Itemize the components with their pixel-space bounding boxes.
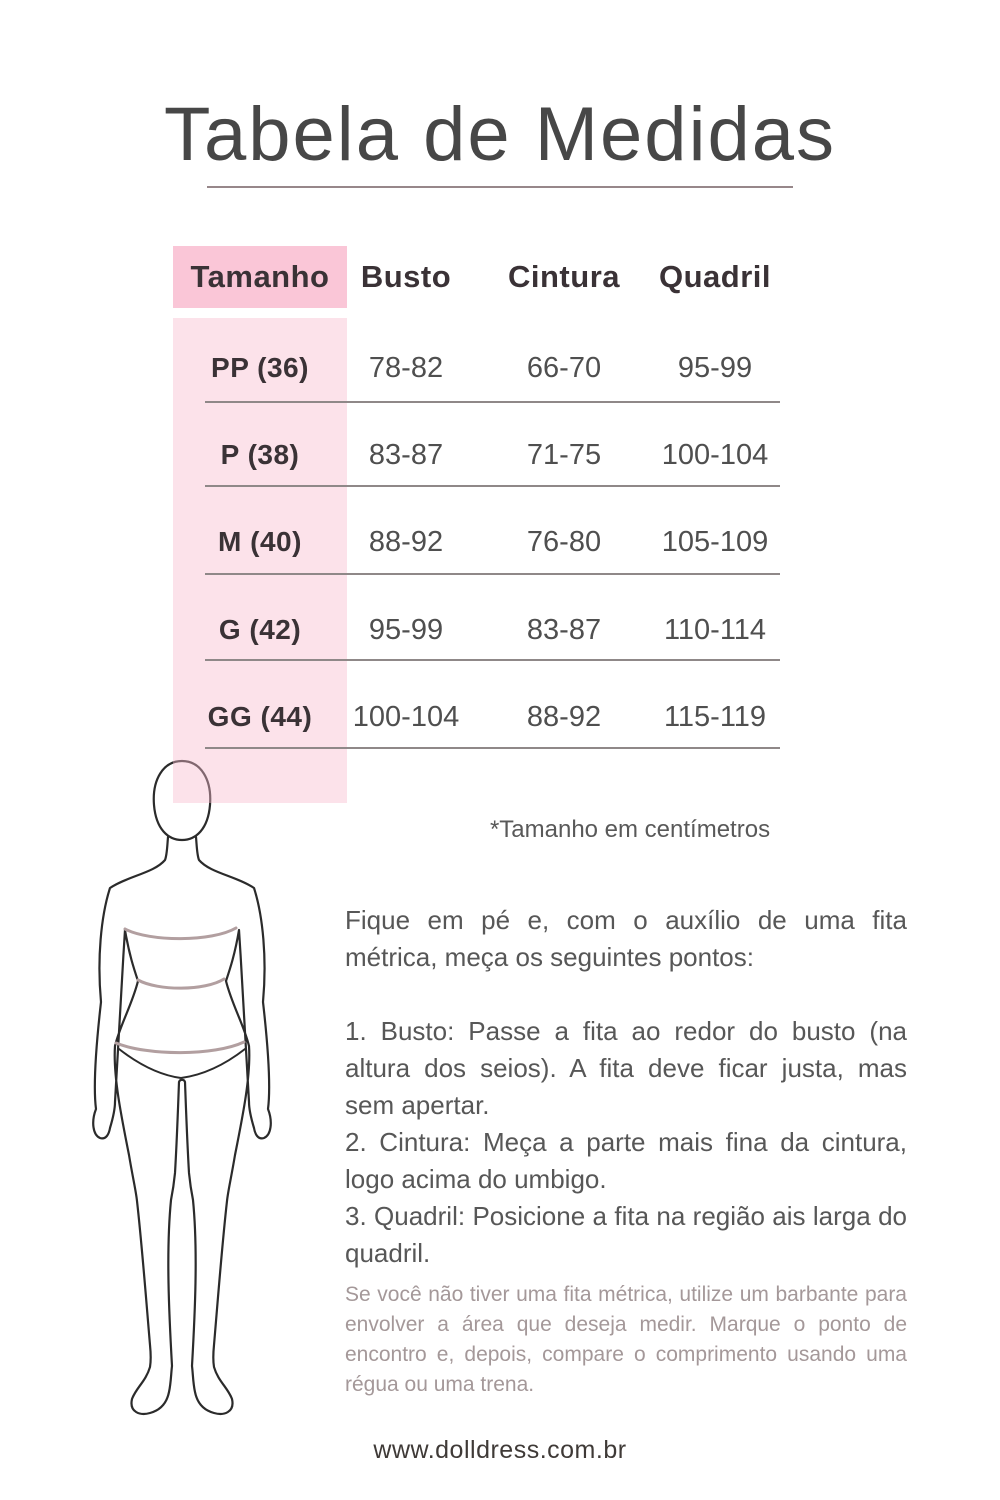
waist-value: 71-75	[526, 439, 602, 471]
waist-measure-line	[138, 979, 224, 988]
bust-value: 95-99	[368, 614, 444, 646]
size-label: G (42)	[218, 614, 302, 645]
waist-value: 76-80	[526, 526, 602, 558]
instruction-step-waist: 2. Cintura: Meça a parte mais fina da cintura, logo acima do umbigo.	[345, 1127, 907, 1194]
row-divider	[205, 485, 780, 487]
hip-value: 115-119	[663, 701, 767, 733]
body-outline	[93, 837, 271, 1414]
size-label: PP (36)	[211, 352, 309, 383]
column-header-hip: Quadril	[658, 259, 771, 294]
measurement-instructions	[345, 902, 907, 1272]
size-label: GG (44)	[207, 701, 313, 732]
unit-note: *Tamanho em centímetros	[489, 816, 771, 843]
waist-value: 88-92	[526, 701, 602, 733]
instruction-step-hip: 3. Quadril: Posicione a fita na região ais larga do quadril.	[345, 1201, 907, 1268]
waist-value: 83-87	[526, 614, 602, 646]
hip-value: 100-104	[661, 439, 769, 471]
hip-value: 95-99	[677, 352, 753, 384]
column-header-bust: Busto	[360, 259, 452, 294]
page-title: Tabela de Medidas	[164, 92, 836, 177]
body-measurement-figure	[88, 753, 338, 1423]
column-header-waist: Cintura	[508, 259, 620, 294]
row-divider	[205, 659, 780, 661]
instruction-step-bust: 1. Busto: Passe a fita ao redor do busto (na altura dos seios). A fita deve ficar justa, mas sem apertar.	[345, 1016, 907, 1120]
bust-value: 88-92	[368, 526, 444, 558]
size-label: M (40)	[218, 526, 302, 557]
row-divider	[205, 573, 780, 575]
hip-value: 110-114	[663, 614, 767, 646]
waist-value: 66-70	[526, 352, 602, 384]
hip-measure-line	[116, 1042, 244, 1053]
hip-value: 105-109	[661, 526, 769, 558]
size-label: P (38)	[220, 439, 300, 470]
website-url: www.dolldress.com.br	[373, 1436, 627, 1464]
title-underline	[207, 186, 793, 188]
row-divider	[205, 401, 780, 403]
bust-value: 83-87	[368, 439, 444, 471]
bust-measure-line	[125, 928, 236, 939]
column-header-size: Tamanho	[173, 246, 347, 308]
no-tape-tip: Se você não tiver uma fita métrica, utilize um barbante para envolver a área que deseja medir. Marque o ponto de encontro e, depois, compare o comprimento usando uma régua ou uma trena.	[345, 1283, 907, 1396]
instructions-intro: Fique em pé e, com o auxílio de uma fita métrica, meça os seguintes pontos:	[345, 905, 907, 972]
row-divider	[205, 747, 780, 749]
bust-value: 78-82	[368, 352, 444, 384]
bust-value: 100-104	[352, 701, 460, 733]
